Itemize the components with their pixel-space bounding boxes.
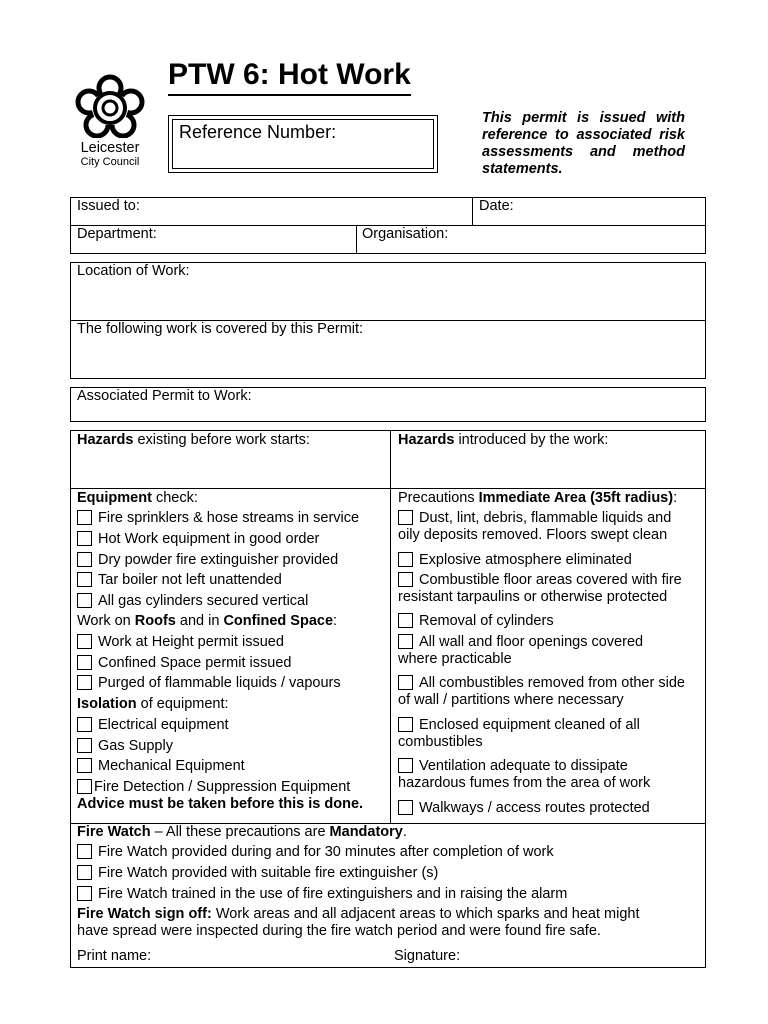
checklist-item[interactable]: Explosive atmosphere eliminated <box>398 552 632 569</box>
roofs-heading: Work on Roofs and in Confined Space: <box>77 613 338 629</box>
checkbox[interactable] <box>398 634 413 649</box>
checklist-item[interactable]: Fire Watch provided with suitable fire extinguisher (s) <box>77 865 438 882</box>
checklist-item[interactable]: Fire sprinklers & hose streams in service <box>77 510 359 527</box>
checklist-item[interactable]: Fire Watch trained in the use of fire extinguishers and in raising the alarm <box>77 886 567 903</box>
checklist-item[interactable]: Tar boiler not left unattended <box>77 572 282 589</box>
work-covered-field[interactable]: The following work is covered by this Permit: <box>77 321 364 337</box>
checkbox[interactable] <box>398 717 413 732</box>
checklist-item[interactable]: All gas cylinders secured vertical <box>77 593 308 610</box>
checkbox[interactable] <box>77 572 92 587</box>
checkbox[interactable] <box>77 758 92 773</box>
checklist-item[interactable]: Electrical equipment <box>77 717 229 734</box>
checkbox[interactable] <box>77 844 92 859</box>
organisation-field[interactable]: Organisation: <box>362 226 449 242</box>
equipment-heading: Equipment check: <box>77 490 198 506</box>
isolation-heading: Isolation of equipment: <box>77 696 229 712</box>
reference-number-box[interactable] <box>168 115 438 173</box>
checkbox[interactable] <box>398 552 413 567</box>
checklist-item[interactable]: Walkways / access routes protected <box>398 800 650 817</box>
checklist-item[interactable]: Gas Supply <box>77 738 173 755</box>
checkbox[interactable] <box>398 800 413 815</box>
checkbox[interactable] <box>398 758 413 773</box>
council-logo <box>72 72 148 168</box>
hazards-introduced-label[interactable]: Hazards introduced by the work: <box>398 432 609 448</box>
checkbox[interactable] <box>77 634 92 649</box>
date-field[interactable]: Date: <box>479 198 514 214</box>
checklist-item[interactable]: Ventilation adequate to dissipate hazardous fumes from the area of work <box>398 758 651 791</box>
advice-note: Advice must be taken before this is done. <box>77 796 364 812</box>
checkbox[interactable] <box>77 886 92 901</box>
fire-watch-heading: Fire Watch – All these precautions are Mandatory. <box>77 824 407 840</box>
checklist-item[interactable]: Work at Height permit issued <box>77 634 284 651</box>
checklist-item[interactable]: Hot Work equipment in good order <box>77 531 319 548</box>
reference-number-label: Reference Number: <box>179 122 337 142</box>
checkbox[interactable] <box>398 613 413 628</box>
checkbox[interactable] <box>398 572 413 587</box>
associated-permit-field[interactable]: Associated Permit to Work: <box>77 388 252 404</box>
precautions-heading: Precautions Immediate Area (35ft radius): <box>398 490 678 506</box>
checklist-item[interactable]: Dry powder fire extinguisher provided <box>77 552 338 569</box>
checklist-item[interactable]: Mechanical Equipment <box>77 758 245 775</box>
checkbox[interactable] <box>77 510 92 525</box>
location-of-work-field[interactable]: Location of Work: <box>77 263 190 279</box>
checklist-item[interactable]: Enclosed equipment cleaned of all combustibles <box>398 717 640 750</box>
fire-watch-signoff: Fire Watch sign off: Work areas and all adjacent areas to which sparks and heat might have spread were inspected during the fire watch period and were found fire safe. <box>77 906 640 939</box>
checkbox[interactable] <box>77 865 92 880</box>
checkbox[interactable] <box>77 593 92 608</box>
checklist-item[interactable]: Confined Space permit issued <box>77 655 291 672</box>
issued-to-field[interactable]: Issued to: <box>77 198 140 214</box>
logo-text-line1: Leicester <box>80 140 140 156</box>
checkbox[interactable] <box>77 675 92 690</box>
checkbox[interactable] <box>398 510 413 525</box>
checkbox[interactable] <box>77 552 92 567</box>
checkbox[interactable] <box>77 655 92 670</box>
department-field[interactable]: Department: <box>77 226 157 242</box>
checklist-item[interactable]: Dust, lint, debris, flammable liquids and oily deposits removed. Floors swept clean <box>398 510 672 543</box>
checklist-item[interactable]: Combustible floor areas covered with fire resistant tarpaulins or otherwise protected <box>398 572 682 605</box>
checkbox[interactable] <box>398 675 413 690</box>
checkbox[interactable] <box>77 717 92 732</box>
hazards-existing-label[interactable]: Hazards existing before work starts: <box>77 432 310 448</box>
checklist-item[interactable]: Fire Watch provided during and for 30 minutes after completion of work <box>77 844 554 861</box>
checkbox[interactable] <box>77 531 92 546</box>
checklist-item[interactable]: Fire Detection / Suppression Equipment <box>77 779 350 796</box>
checklist-item[interactable]: Removal of cylinders <box>398 613 554 630</box>
flower-emblem-icon <box>74 72 146 138</box>
page-title: PTW 6: Hot Work <box>168 56 411 96</box>
checklist-item[interactable]: Purged of flammable liquids / vapours <box>77 675 341 692</box>
logo-text-line2: City Council <box>80 156 140 168</box>
print-name-field[interactable]: Print name: <box>77 948 152 964</box>
signature-field[interactable]: Signature: <box>394 948 461 964</box>
checklist-item[interactable]: All combustibles removed from other side of wall / partitions where necessary <box>398 675 685 708</box>
checkbox[interactable] <box>77 738 92 753</box>
checklist-item[interactable]: All wall and floor openings covered where practicable <box>398 634 644 667</box>
checkbox[interactable] <box>77 779 92 794</box>
permit-note: This permit is issued with reference to associated risk assessments and method statements. <box>482 110 685 177</box>
